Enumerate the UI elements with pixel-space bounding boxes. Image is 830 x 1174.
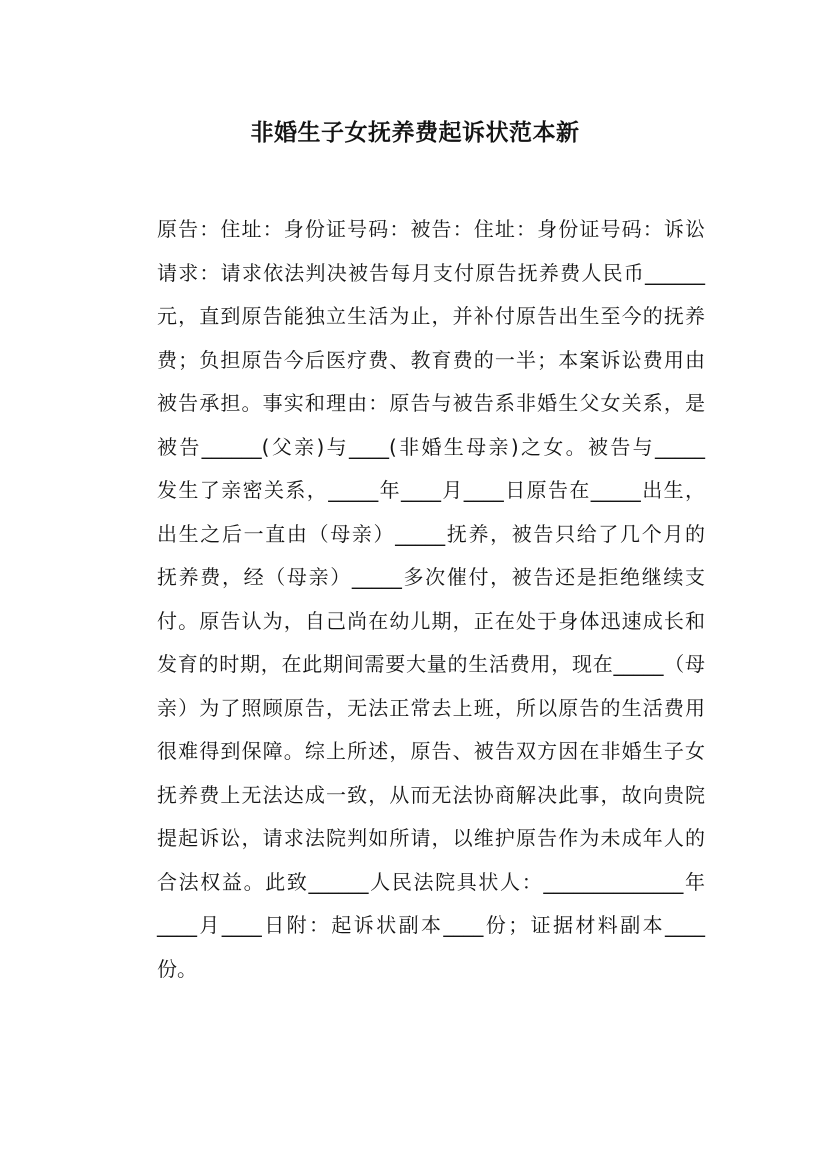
body-line: ____月____日附：起诉状副本____份；证据材料副本____ — [157, 913, 705, 937]
body-line: 请求：请求依法判决被告每月支付原告抚养费人民币______ — [157, 260, 705, 285]
body-line: 抚养费，经（母亲）_____多次催付，被告还是拒绝继续支 — [157, 565, 705, 589]
body-line: 发生了亲密关系，_____年____月____日原告在_____出生， — [157, 478, 705, 502]
body-line: 抚养费上无法达成一致，从而无法协商解决此事，故向贵院 — [157, 782, 705, 807]
body-line: 原告：住址：身份证号码：被告：住址：身份证号码：诉讼 — [157, 217, 705, 241]
body-line: 亲）为了照顾原告，无法正常去上班，所以原告的生活费用 — [157, 695, 705, 720]
body-line: 合法权益。此致______人民法院具状人：______________年 — [157, 869, 705, 894]
body-line: 被告承担。事实和理由：原告与被告系非婚生父女关系，是 — [157, 391, 705, 415]
body-line: 付。原告认为，自己尚在幼儿期，正在处于身体迅速成长和 — [157, 608, 705, 633]
body-line: 被告______(父亲)与____(非婚生母亲)之女。被告与_____ — [157, 434, 705, 459]
body-line: 份。 — [157, 956, 197, 981]
body-line: 出生之后一直由（母亲）_____抚养，被告只给了几个月的 — [157, 521, 705, 546]
body-line: 很难得到保障。综上所述，原告、被告双方因在非婚生子女 — [157, 739, 705, 763]
body-line: 提起诉讼，请求法院判如所请，以维护原告作为未成年人的 — [157, 826, 705, 850]
document-body — [157, 208, 705, 991]
body-line: 发育的时期，在此期间需要大量的生活费用，现在_____（母 — [157, 652, 705, 676]
body-line: 费；负担原告今后医疗费、教育费的一半；本案诉讼费用由 — [157, 347, 705, 372]
body-line: 元，直到原告能独立生活为止，并补付原告出生至今的抚养 — [157, 304, 705, 328]
document-title: 非婚生子女抚养费起诉状范本新 — [250, 120, 580, 146]
